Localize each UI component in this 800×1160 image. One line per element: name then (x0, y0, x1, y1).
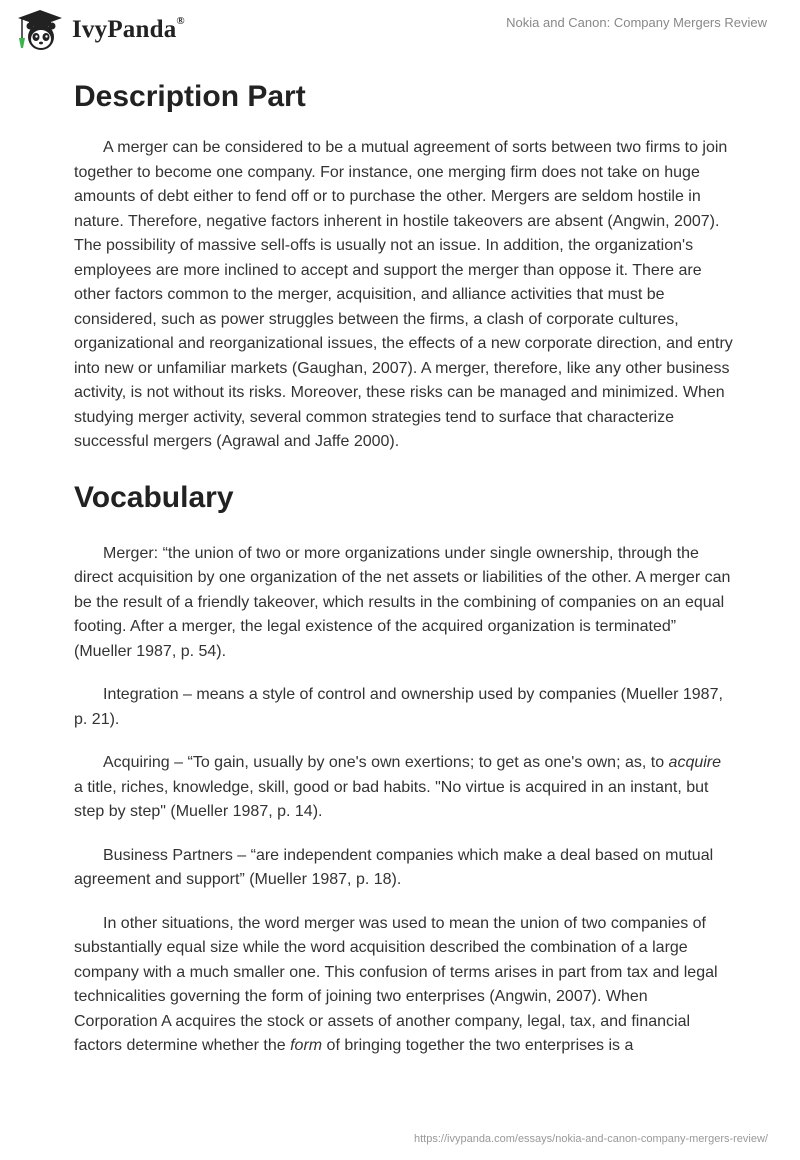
paragraph-business-partners-definition: Business Partners – “are independent companies which make a deal based on mutual agreement and support” (Mueller 1987, p. 18). (74, 846, 714, 888)
paragraph-acquiring-definition: Acquiring – “To gain, usually by one's own exertions; to get as one's own; as, to acquire a title, riches, knowledge, skill, good or bad habits. "No virtue is acquired in an instant, but step by step" (Mueller 1987, p. 14). (74, 754, 722, 820)
emphasis-form: form (290, 1037, 323, 1054)
section-heading-vocabulary: Vocabulary (74, 480, 234, 514)
registered-mark: ® (176, 14, 185, 27)
paragraph-merger-definition: Merger: “the union of two or more organizations under single ownership, through the direct acquisition by one organization of the net assets or liabilities of the other. A merger can be the result of a friendly takeover, which results in the combining of companies on an equal footing. After a merger, the legal existence of the acquired organization is terminated” (Mueller 1987, p. 54). (74, 544, 731, 660)
paragraph-integration-definition: Integration – means a style of control and ownership used by companies (Mueller 1987, p. 21). (74, 686, 723, 728)
paragraph-merger-acquisition-terms: In other situations, the word merger was used to mean the union of two companies of substantially equal size while the word acquisition described the combination of a large company with a much smaller one. This confusion of terms arises in part from tax and legal technicalities governing the form of joining two enterprises (Angwin, 2007). When Corporation A acquires the stock or assets of another company, legal, tax, and financial factors determine whether the form of bringing together the two enterprises is a (74, 914, 718, 1054)
brand-name: IvyPanda® (72, 14, 185, 43)
ivypanda-logo[interactable] (14, 8, 185, 52)
panda-graduation-icon (14, 8, 66, 52)
page-header (0, 0, 800, 60)
source-url[interactable]: https://ivypanda.com/essays/nokia-and-canon-company-mergers-review/ (414, 1133, 768, 1145)
article-body (74, 68, 734, 1059)
paragraph-description: A merger can be considered to be a mutual agreement of sorts between two firms to join together to become one company. For instance, one merging firm does not take on huge amounts of debt either to fend off or to purchase the other. Mergers are seldom hostile in nature. Therefore, negative factors inherent in hostile takeovers are absent (Angwin, 2007). The possibility of massive sell-offs is usually not an issue. In addition, the organization's employees are more inclined to accept and support the merger than oppose it. There are other factors common to the merger, acquisition, and alliance activities that must be considered, such as power struggles between the firms, a clash of corporate cultures, organizational and reorganizational issues, the effects of a new corporate direction, and entry into new or unfamiliar markets (Gaughan, 2007). A merger, therefore, like any other business activity, is not without its risks. Moreover, these risks can be managed and minimized. When studying merger activity, several common strategies tend to surface that characterize successful mergers (Agrawal and Jaffe 2000). (74, 139, 733, 450)
document-title: Nokia and Canon: Company Mergers Review (506, 15, 767, 30)
emphasis-acquire: acquire (668, 754, 722, 771)
section-heading-description: Description Part (74, 80, 306, 113)
